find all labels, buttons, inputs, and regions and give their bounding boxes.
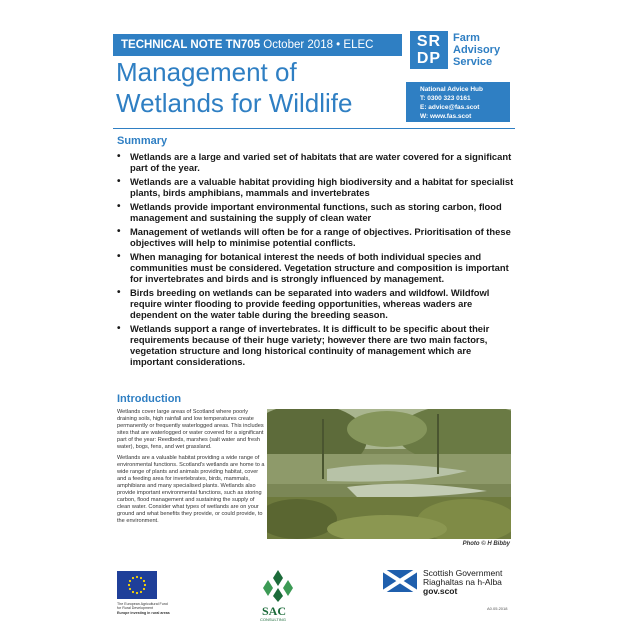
introduction-text (117, 409, 265, 530)
saltire-flag-icon (383, 570, 417, 592)
intro-paragraph-2: Wetlands are a valuable habitat providing a wide range of environmental functions. Scotland's wetlands are home to a wide range of plants and animals providing habitat, cover and a feeding area for invertebrates, birds, mammals, amphibians and many specialised plants. Wetlands also provide important environmental functions, such as storing carbon, flood management and sustaining the supply of clean water. Consider what types of wetlands are on your ground and what benefits they provide, or could provide, to the environment. (117, 455, 265, 524)
contact-email: E: advice@fas.scot (420, 104, 480, 111)
summary-item: • Birds breeding on wetlands can be separated into waders and wildfowl. Wildfowl require winter flooding to provide feeding opportunities, whereas waders are dependent on the water table during the breeding season. (117, 287, 517, 320)
srdp-top: SR (416, 33, 442, 50)
summary-heading: Summary (117, 135, 168, 147)
eu-funding-text (117, 602, 212, 615)
summary-list (117, 151, 517, 370)
srdp-bottom: DP (416, 50, 442, 67)
gov-line-3: gov.scot (423, 586, 458, 596)
srdp-logo (410, 31, 448, 69)
page-title (116, 57, 406, 119)
fas-line-1: Farm (453, 32, 480, 44)
sac-wordmark: SAC (262, 604, 287, 618)
title-line-1: Management of (116, 57, 297, 87)
fas-line-3: Service (453, 56, 493, 68)
gov-line-2: Riaghaltas na h-Alba (423, 577, 502, 587)
eu-line-2: for Rural Development (117, 606, 153, 611)
fas-wordmark (453, 32, 500, 68)
summary-item: • Wetlands provide important environmental functions, such as storing carbon, flood management and sustaining the supply of clean water (117, 201, 517, 223)
scottish-government-logo (423, 569, 502, 596)
technical-note-date: October 2018 • ELEC (263, 39, 374, 51)
photo-caption: Photo © H Bibby (462, 541, 510, 547)
eu-flag-icon (117, 571, 157, 599)
summary-item: • Wetlands are a valuable habitat providing high biodiversity and a habitat for specialist plants, birds amphibians, mammals and invertebrates (117, 176, 517, 198)
technical-note-band (113, 34, 402, 56)
eu-line-1: The European Agricultural Fund (117, 602, 168, 606)
wetland-photo (267, 409, 511, 539)
technical-note-number: TECHNICAL NOTE TN705 (121, 39, 261, 51)
gov-line-1: Scottish Government (423, 568, 503, 578)
contact-tel: T: 0300 323 0161 (420, 95, 471, 102)
fas-logo (406, 30, 510, 80)
summary-item: • When managing for botanical interest the needs of both individual species and communities must be considered. Vegetation structure and composition is important for invertebrates and birds and is strongly influenced by management. (117, 251, 517, 284)
document-reference: A0.05.2018 (487, 606, 508, 611)
saltire-cross-icon (383, 570, 417, 592)
sac-subtitle: CONSULTING (260, 617, 286, 622)
wetland-photo-image (267, 409, 511, 539)
introduction-heading: Introduction (117, 393, 182, 405)
eu-line-3: Europe investing in rural areas (117, 610, 170, 615)
contact-web: W: www.fas.scot (420, 113, 472, 120)
eu-stars-icon (117, 571, 157, 599)
contact-box (406, 82, 510, 122)
header-divider (113, 128, 515, 129)
summary-item: • Wetlands are a large and varied set of habitats that are water covered for a significant part of the year. (117, 151, 517, 173)
summary-item: • Management of wetlands will often be for a range of objectives. Prioritisation of these objectives will help to minimise potential conflicts. (117, 226, 517, 248)
summary-item: • Wetlands support a range of invertebrates. It is difficult to be specific about their requirements because of their huge variety; however there are two main factors, vegetation structure and long historical continuity of management which are important considerations. (117, 323, 517, 367)
contact-hub: National Advice Hub (420, 86, 483, 93)
title-line-2: Wetlands for Wildlife (116, 88, 353, 118)
intro-paragraph-1: Wetlands cover large areas of Scotland where poorly draining soils, high rainfall and low temperatures create permanently or frequently waterlogged areas. This includes sites that are waterlogged or water covered for a significant part of the year: Reedbeds, marshes (salt water and fresh water), bogs, fens, and wet grassland. (117, 409, 264, 450)
fas-line-2: Advisory (453, 44, 501, 56)
